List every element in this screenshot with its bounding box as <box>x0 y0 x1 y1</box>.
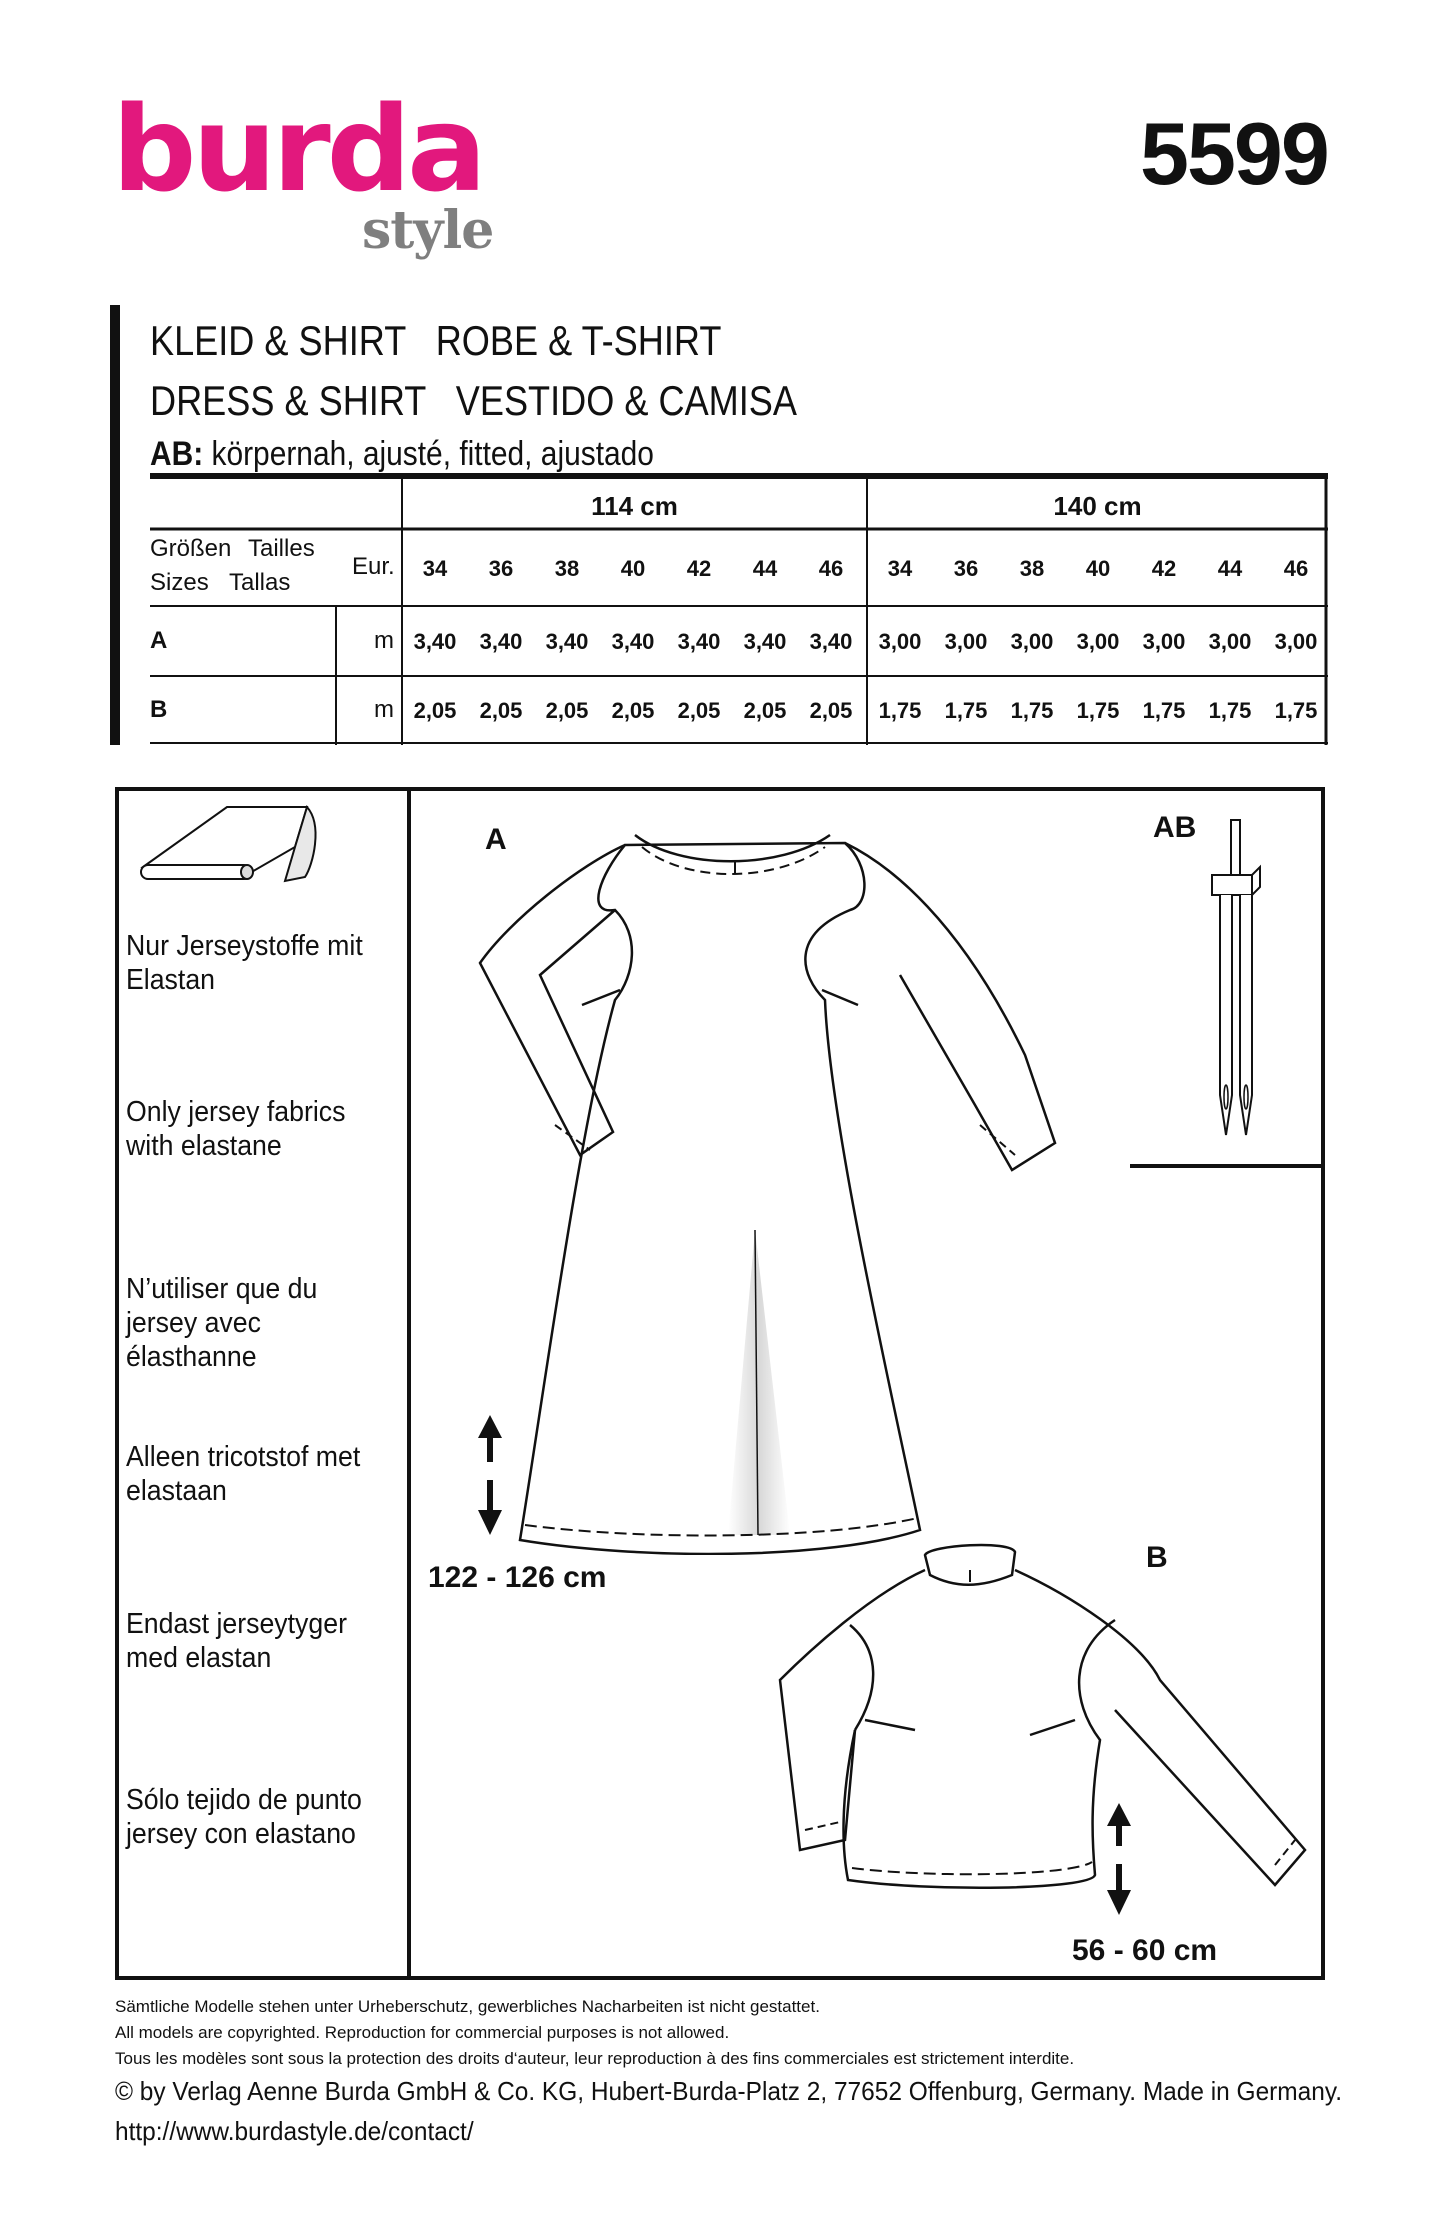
dress-a-illustration <box>470 825 1070 1555</box>
req-b-114: 2,05 <box>479 698 523 723</box>
size-114: 38 <box>554 556 580 581</box>
req-a-114: 3,40 <box>611 629 655 654</box>
footer-copyright-en: All models are copyrighted. Reproduction for commercial purposes is not allowed. <box>115 2023 730 2042</box>
title-bar <box>110 305 120 745</box>
fabric-note-nl: Alleen tricotstof met elastaan <box>126 1441 361 1507</box>
size-114: 42 <box>686 556 712 581</box>
req-b-140: 1,75 <box>1274 698 1318 723</box>
req-a-140: 3,00 <box>944 629 988 654</box>
req-b-114: 2,05 <box>413 698 457 723</box>
fit-text: körpernah, ajusté, fitted, ajustado <box>203 435 654 473</box>
fit-description <box>150 437 654 471</box>
size-114: 36 <box>488 556 514 581</box>
req-a-140: 3,00 <box>1076 629 1120 654</box>
req-a-114: 3,40 <box>413 629 457 654</box>
fabric-note-fr: N’utiliser que du jersey avec élasthanne <box>126 1273 318 1373</box>
req-a-114: 3,40 <box>545 629 589 654</box>
twin-needle-icon <box>1200 815 1270 1145</box>
burda-style-logo: style <box>362 200 494 261</box>
size-114: 44 <box>752 556 778 581</box>
row-unit-a: m <box>374 627 394 654</box>
size-140: 42 <box>1151 556 1177 581</box>
req-b-140: 1,75 <box>1208 698 1252 723</box>
req-a-114: 3,40 <box>677 629 721 654</box>
req-b-140: 1,75 <box>1010 698 1054 723</box>
fabric-note-de: Nur Jerseystoffe mit Elastan <box>126 930 363 996</box>
req-b-114: 2,05 <box>809 698 853 723</box>
view-a-label: A <box>485 823 507 856</box>
size-140: 36 <box>953 556 979 581</box>
size-140: 34 <box>887 556 913 581</box>
size-140: 40 <box>1085 556 1111 581</box>
width-header-114: 114 cm <box>591 491 678 521</box>
size-label-en: Sizes <box>150 569 209 596</box>
footer-publisher: © by Verlag Aenne Burda GmbH & Co. KG, Hubert-Burda-Platz 2, 77652 Offenburg, Germany. Made in Germany. <box>115 2076 1343 2106</box>
fabric-note-en: Only jersey fabrics with elastane <box>126 1096 346 1162</box>
footer-copyright-fr: Tous les modèles sont sous la protection des droits d‘auteur, leur reproduction à des fins commerciales est strictement interdite. <box>115 2049 1075 2068</box>
title-line-2: DRESS & SHIRT VESTIDO & CAMISA <box>150 377 797 424</box>
req-b-140: 1,75 <box>1142 698 1186 723</box>
length-arrow-a <box>475 1410 505 1540</box>
req-b-114: 2,05 <box>545 698 589 723</box>
fabric-roll-icon <box>135 795 325 895</box>
fabric-note-es: Sólo tejido de punto jersey con elastano <box>126 1784 362 1850</box>
size-label-fr: Tailles <box>248 535 315 562</box>
length-b: 56 - 60 cm <box>1072 1934 1218 1967</box>
length-a: 122 - 126 cm <box>428 1561 607 1594</box>
needle-box-divider <box>1130 1164 1323 1168</box>
size-label-es: Tallas <box>229 569 291 596</box>
size-140: 46 <box>1283 556 1309 581</box>
req-b-140: 1,75 <box>1076 698 1120 723</box>
title-line-1: KLEID & SHIRT ROBE & T-SHIRT <box>150 317 722 364</box>
row-unit-b: m <box>374 696 394 723</box>
fabric-requirements-table <box>150 473 1328 745</box>
view-b-label: B <box>1146 1541 1168 1574</box>
footer-url[interactable]: http://www.burdastyle.de/contact/ <box>115 2116 474 2146</box>
req-a-114: 3,40 <box>809 629 853 654</box>
req-b-114: 2,05 <box>677 698 721 723</box>
fit-prefix: AB: <box>150 435 204 473</box>
row-label-b: B <box>150 696 168 723</box>
size-140: 44 <box>1217 556 1243 581</box>
length-arrow-b <box>1104 1798 1134 1918</box>
req-a-114: 3,40 <box>479 629 523 654</box>
size-140: 38 <box>1019 556 1045 581</box>
req-b-114: 2,05 <box>611 698 655 723</box>
burda-logo: burda <box>112 80 483 218</box>
size-114: 40 <box>620 556 646 581</box>
eur-label: Eur. <box>352 553 395 580</box>
req-a-140: 3,00 <box>1142 629 1186 654</box>
size-114: 46 <box>818 556 844 581</box>
req-b-140: 1,75 <box>944 698 988 723</box>
size-114: 34 <box>422 556 448 581</box>
fabric-note-sv: Endast jerseytyger med elastan <box>126 1608 347 1674</box>
row-label-a: A <box>150 627 168 654</box>
needle-view-label: AB <box>1153 811 1197 844</box>
req-a-140: 3,00 <box>1208 629 1252 654</box>
req-b-114: 2,05 <box>743 698 787 723</box>
pattern-number: 5599 <box>1140 104 1328 203</box>
req-b-140: 1,75 <box>878 698 922 723</box>
req-a-114: 3,40 <box>743 629 787 654</box>
size-label-de: Größen <box>150 535 232 562</box>
req-a-140: 3,00 <box>1274 629 1318 654</box>
req-a-140: 3,00 <box>1010 629 1054 654</box>
req-a-140: 3,00 <box>878 629 922 654</box>
shirt-b-illustration <box>770 1540 1310 1920</box>
panel-divider <box>407 789 411 1978</box>
footer-copyright-de: Sämtliche Modelle stehen unter Urheberschutz, gewerbliches Nacharbeiten ist nicht gestattet. <box>115 1997 820 2016</box>
width-header-140: 140 cm <box>1053 491 1142 521</box>
